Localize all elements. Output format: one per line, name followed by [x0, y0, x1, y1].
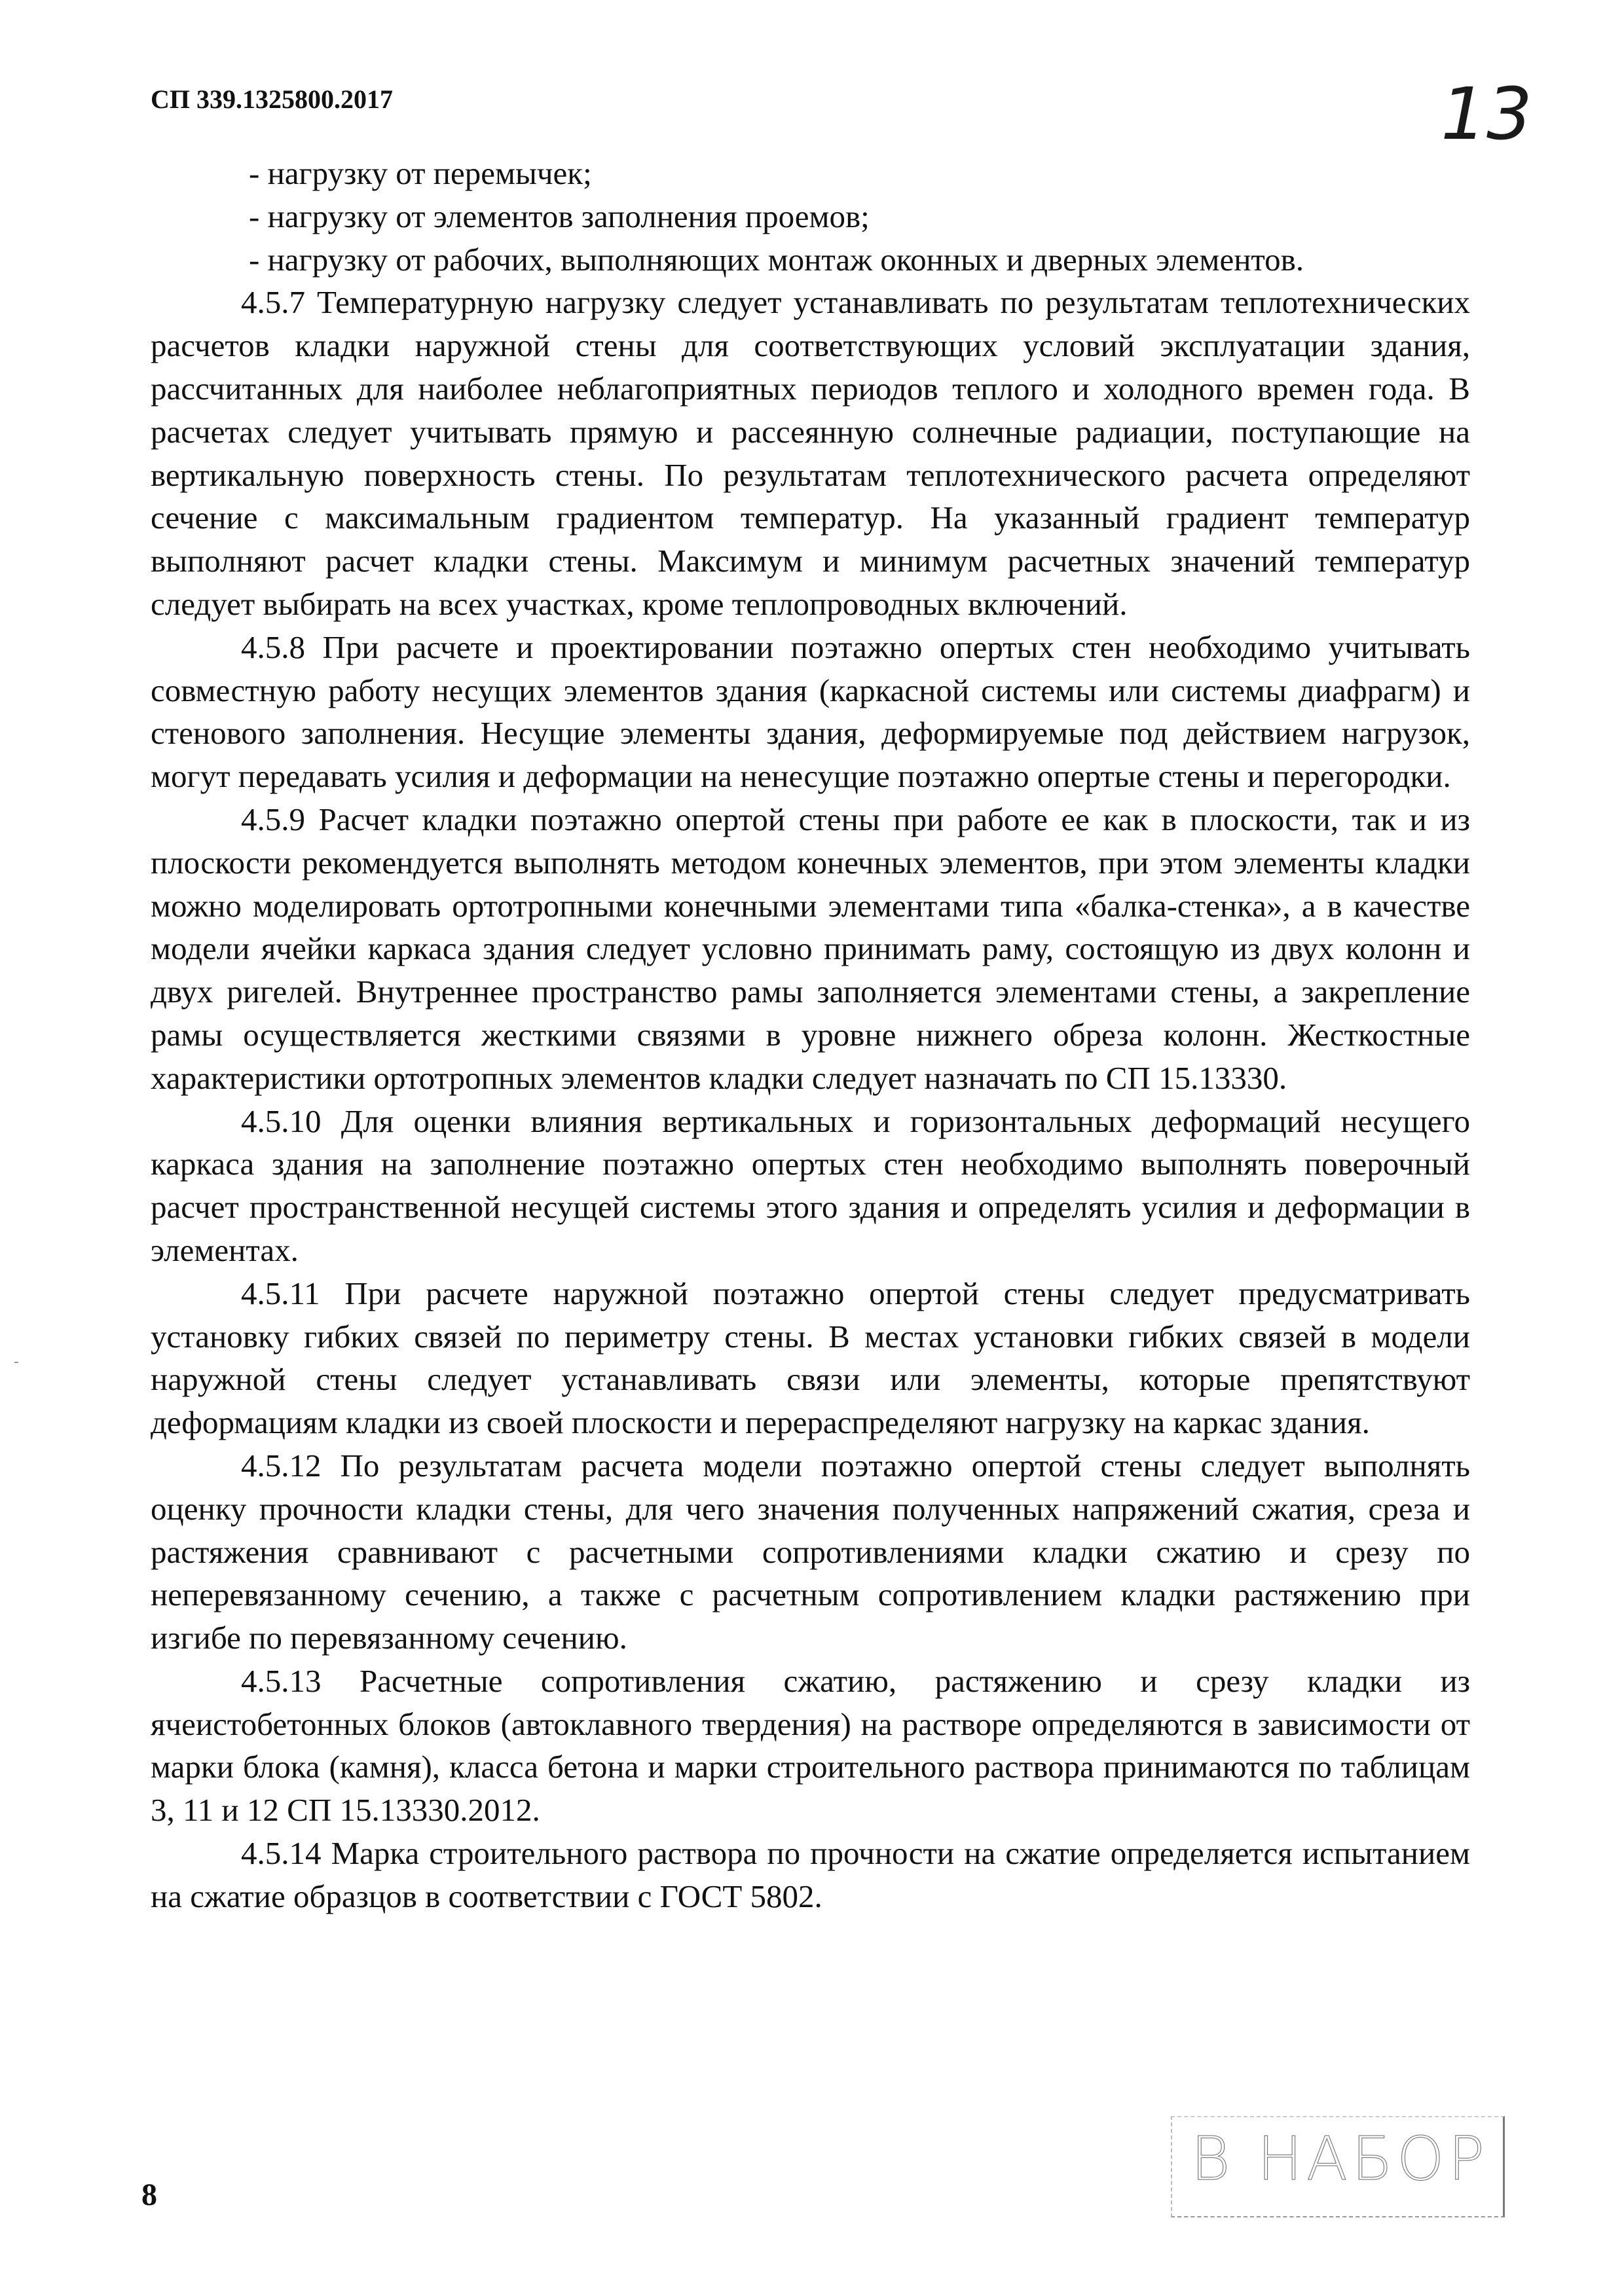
scan-edge-mark — [14, 1362, 18, 1363]
page-number: 8 — [141, 2178, 157, 2212]
clause-4-5-7: 4.5.7 Температурную нагрузку следует устанавливать по результатам теплотехнических расчетов кладки наружной стены для соответствующих условий эксплуатации здания, рассчитанных для наиболее неблагоприятных периодов теплого и холодного времен года. В расчетах следует учитывать прямую и рассеянную солнечные радиации, поступающие на вертикальную поверхность стены. По результатам теплотехнического расчета определяют сечение с максимальным градиентом температур. На указанный градиент температур выполняют расчет кладки стены. Максимум и минимум расчетных значений температур следует выбирать на всех участках, кроме теплопроводных включений. — [151, 284, 1470, 622]
document-body — [151, 152, 1470, 1918]
handwritten-page-number: 13 — [1441, 72, 1532, 156]
stamp-label: В НАБОР — [1190, 2124, 1488, 2194]
document-code-header: СП 339.1325800.2017 — [151, 84, 393, 114]
clause-4-5-9: 4.5.9 Расчет кладки поэтажно опертой стены при работе ее как в плоскости, так и из плоскости рекомендуется выполнять методом конечных элементов, при этом элементы кладки можно моделировать ортотропными конечными элементами типа «балка-стенка», а в качестве модели ячейки каркаса здания следует условно принимать раму, состоящую из двух колонн и двух ригелей. Внутреннее пространство рамы заполняется элементами стены, а закрепление рамы осуществляется жесткими связями в уровне нижнего обреза колонн. Жесткостные характеристики ортотропных элементов кладки следует назначать по СП 15.13330. — [151, 801, 1470, 1096]
list-item: - нагрузку от элементов заполнения проемов; — [249, 198, 870, 234]
v-nabor-stamp — [1171, 2116, 1505, 2217]
clause-4-5-13: 4.5.13 Расчетные сопротивления сжатию, растяжению и срезу кладки из ячеистобетонных блоков (автоклавного твердения) на растворе определяются в зависимости от марки блока (камня), класса бетона и марки строительного раствора принимаются по таблицам 3, 11 и 12 СП 15.13330.2012. — [151, 1662, 1470, 1829]
clause-4-5-8: 4.5.8 При расчете и проектировании поэтажно опертых стен необходимо учитывать совместную работу несущих элементов здания (каркасной системы или системы диафрагм) и стенового заполнения. Несущие элементы здания, деформируемые под действием нагрузок, могут передавать усилия и деформации на ненесущие поэтажно опертые стены и перегородки. — [151, 629, 1470, 795]
clause-4-5-12: 4.5.12 По результатам расчета модели поэтажно опертой стены следует выполнять оценку прочности кладки стены, для чего значения полученных напряжений сжатия, среза и растяжения сравнивают с расчетными сопротивлениями кладки сжатию и срезу по неперевязанному сечению, а также с расчетным сопротивлением кладки растяжению при изгибе по перевязанному сечению. — [151, 1447, 1470, 1656]
list-item: - нагрузку от рабочих, выполняющих монтаж оконных и дверных элементов. — [249, 241, 1304, 278]
clause-4-5-14: 4.5.14 Марка строительного раствора по прочности на сжатие определяется испытанием на сжатие образцов в соответствии с ГОСТ 5802. — [151, 1835, 1470, 1914]
clause-4-5-10: 4.5.10 Для оценки влияния вертикальных и горизонтальных деформаций несущего каркаса здания на заполнение поэтажно опертых стен необходимо выполнять поверочный расчет пространственной несущей системы этого здания и определять усилия и деформации в элементах. — [151, 1102, 1470, 1268]
clause-4-5-11: 4.5.11 При расчете наружной поэтажно опертой стены следует предусматривать установку гибких связей по периметру стены. В местах установки гибких связей в модели наружной стены следует устанавливать связи или элементы, которые препятствуют деформациям кладки из своей плоскости и перераспределяют нагрузку на каркас здания. — [151, 1275, 1470, 1441]
list-item: - нагрузку от перемычек; — [249, 155, 592, 191]
